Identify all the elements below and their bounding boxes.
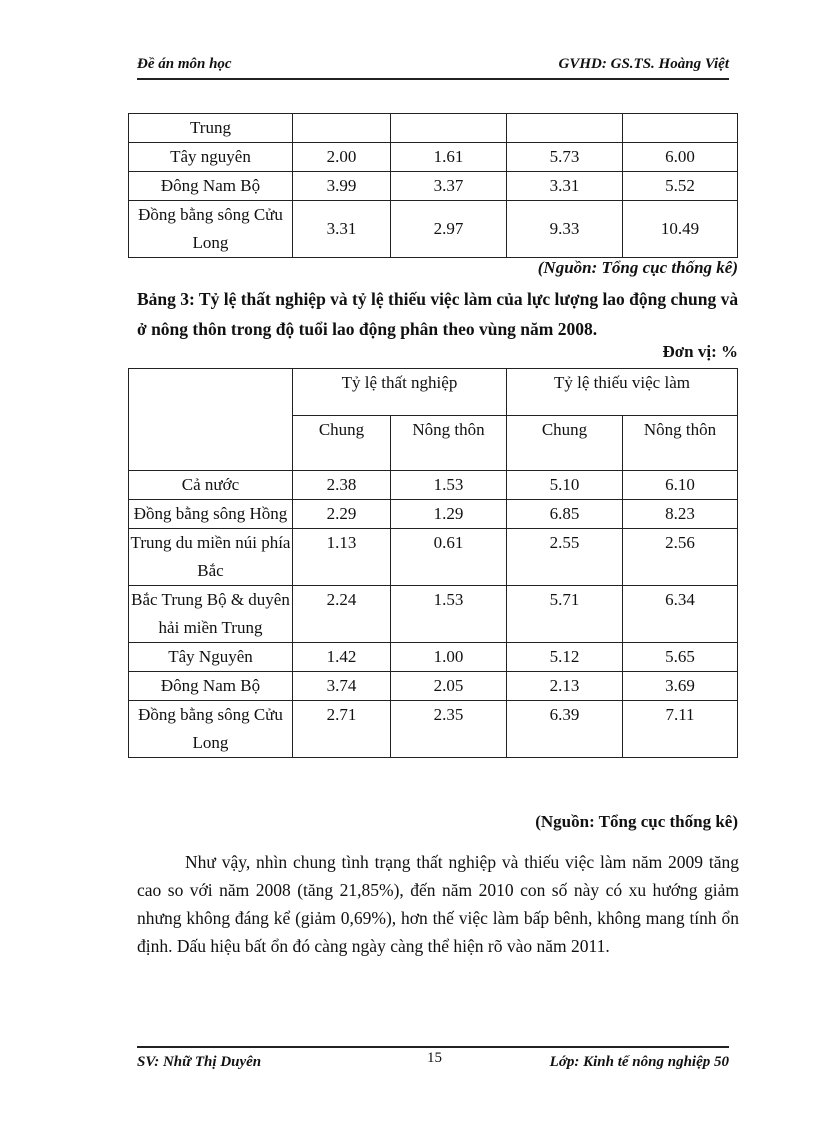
value-cell: 2.38 — [293, 471, 391, 500]
value-cell: 1.61 — [391, 143, 507, 172]
value-cell — [391, 114, 507, 143]
value-cell: 9.33 — [507, 201, 623, 258]
value-cell: 1.53 — [391, 586, 507, 643]
source-note: (Nguồn: Tổng cục thống kê) — [537, 258, 738, 277]
header-course: Đề án môn học — [137, 56, 232, 72]
value-cell: 3.37 — [391, 172, 507, 201]
value-cell: 1.29 — [391, 500, 507, 529]
table-row — [129, 529, 738, 586]
table-row — [129, 672, 738, 701]
value-cell: 7.11 — [623, 701, 738, 758]
table-row — [129, 643, 738, 672]
value-cell: 2.13 — [507, 672, 623, 701]
corner-cell — [129, 369, 293, 471]
column-header: Chung — [293, 416, 391, 471]
paragraph-text: Như vậy, nhìn chung tình trạng thất nghiệp và thiếu việc làm năm 2009 tăng cao so với năm 2008 (tăng 21,85%), đến năm 2010 con số này có xu hướng giảm nhưng không đáng kể (giảm 0,69%), hơn thế việc làm bấp bênh, không mang tính ổn định. Dấu hiệu bất ổn đó càng ngày càng thể hiện rõ vào năm 2011. — [137, 852, 739, 956]
value-cell: 2.00 — [293, 143, 391, 172]
table-row — [129, 701, 738, 758]
region-cell: Tây Nguyên — [129, 643, 293, 672]
table-row — [129, 471, 738, 500]
region-cell: Tây nguyên — [129, 143, 293, 172]
footer-student: SV: Nhữ Thị Duyên — [137, 1054, 262, 1070]
value-cell: 5.73 — [507, 143, 623, 172]
table-row — [129, 172, 738, 201]
value-cell: 6.00 — [623, 143, 738, 172]
value-cell: 6.85 — [507, 500, 623, 529]
value-cell: 2.24 — [293, 586, 391, 643]
value-cell: 2.55 — [507, 529, 623, 586]
value-cell — [507, 114, 623, 143]
value-cell: 10.49 — [623, 201, 738, 258]
value-cell: 2.71 — [293, 701, 391, 758]
group-header-unemployment: Tỷ lệ thất nghiệp — [293, 369, 507, 416]
table-continued — [128, 113, 738, 258]
column-header: Nông thôn — [391, 416, 507, 471]
value-cell: 2.56 — [623, 529, 738, 586]
region-cell: Đông Nam Bộ — [129, 672, 293, 701]
value-cell: 2.97 — [391, 201, 507, 258]
table-row — [129, 143, 738, 172]
unemployment-table — [128, 368, 738, 758]
value-cell: 1.00 — [391, 643, 507, 672]
page-number: 15 — [427, 1050, 442, 1066]
column-header: Nông thôn — [623, 416, 738, 471]
value-cell: 5.65 — [623, 643, 738, 672]
value-cell: 3.69 — [623, 672, 738, 701]
table-row — [129, 201, 738, 258]
value-cell: 5.52 — [623, 172, 738, 201]
body-paragraph — [137, 848, 739, 960]
value-cell: 3.31 — [507, 172, 623, 201]
unit-label: Đơn vị: % — [662, 342, 738, 361]
value-cell: 1.53 — [391, 471, 507, 500]
region-cell: Đông Nam Bộ — [129, 172, 293, 201]
column-header: Chung — [507, 416, 623, 471]
region-cell: Đồng bằng sông Cửu Long — [129, 201, 293, 258]
value-cell — [623, 114, 738, 143]
region-cell: Trung du miền núi phía Bắc — [129, 529, 293, 586]
value-cell: 1.13 — [293, 529, 391, 586]
source-note: (Nguồn: Tổng cục thống kê) — [535, 812, 738, 831]
value-cell: 8.23 — [623, 500, 738, 529]
value-cell: 3.31 — [293, 201, 391, 258]
value-cell: 2.05 — [391, 672, 507, 701]
footer-class: Lớp: Kinh tế nông nghiệp 50 — [549, 1054, 729, 1070]
value-cell: 3.74 — [293, 672, 391, 701]
page-header — [137, 56, 729, 80]
region-cell: Bắc Trung Bộ & duyên hải miền Trung — [129, 586, 293, 643]
value-cell: 0.61 — [391, 529, 507, 586]
value-cell: 2.29 — [293, 500, 391, 529]
value-cell: 5.12 — [507, 643, 623, 672]
value-cell: 1.42 — [293, 643, 391, 672]
value-cell: 6.39 — [507, 701, 623, 758]
table-row — [129, 586, 738, 643]
value-cell: 6.10 — [623, 471, 738, 500]
region-cell: Đồng bằng sông Cửu Long — [129, 701, 293, 758]
value-cell: 3.99 — [293, 172, 391, 201]
table-row — [129, 114, 738, 143]
table-row — [129, 500, 738, 529]
value-cell: 5.71 — [507, 586, 623, 643]
group-header-underemployment: Tỷ lệ thiếu việc làm — [507, 369, 738, 416]
region-cell: Cả nước — [129, 471, 293, 500]
region-cell: Trung — [129, 114, 293, 143]
value-cell: 5.10 — [507, 471, 623, 500]
value-cell: 2.35 — [391, 701, 507, 758]
header-advisor: GVHD: GS.TS. Hoàng Việt — [558, 56, 729, 72]
page-footer — [137, 1046, 729, 1072]
value-cell — [293, 114, 391, 143]
value-cell: 6.34 — [623, 586, 738, 643]
table-caption: Bảng 3: Tỷ lệ thất nghiệp và tỷ lệ thiếu việc làm của lực lượng lao động chung và ở nông thôn trong độ tuổi lao động phân theo vùng năm 2008. — [137, 289, 739, 339]
header-row — [129, 369, 738, 416]
region-cell: Đồng bằng sông Hồng — [129, 500, 293, 529]
